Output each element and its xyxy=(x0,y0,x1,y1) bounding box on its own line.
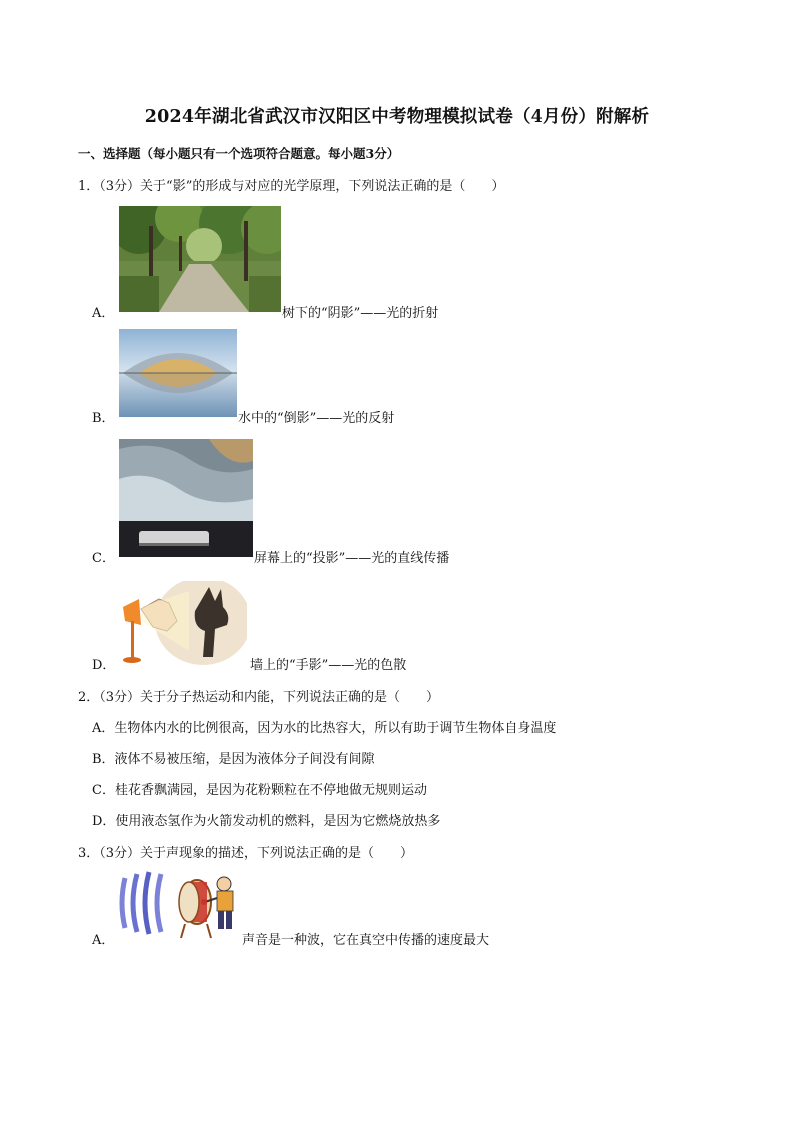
q1-option-b-text: 水中的“倒影”——光的反射 xyxy=(238,411,395,426)
projector-screen-photo xyxy=(119,439,253,557)
water-reflection-photo xyxy=(119,329,237,417)
question-1-stem: 1．（3分）关于“影”的形成与对应的光学原理，下列说法正确的是（ ） xyxy=(78,179,505,194)
q2-option-c: C．桂花香飘满园，是因为花粉颗粒在不停地做无规则运动 xyxy=(92,783,427,798)
q1-option-d-letter: D． xyxy=(92,658,116,673)
q2-option-b: B．液体不易被压缩，是因为液体分子间没有间隙 xyxy=(92,752,375,767)
question-3-stem: 3．（3分）关于声现象的描述，下列说法正确的是（ ） xyxy=(78,846,414,861)
hand-shadow-illustration xyxy=(119,581,247,665)
question-2-stem: 2．（3分）关于分子热运动和内能，下列说法正确的是（ ） xyxy=(78,690,440,705)
q2-option-a: A．生物体内水的比例很高，因为水的比热容大，所以有助于调节生物体自身温度 xyxy=(92,721,557,736)
drum-sound-wave-illustration xyxy=(119,866,241,940)
q1-option-a-letter: A． xyxy=(92,306,115,321)
page-title: 2024年湖北省武汉市汉阳区中考物理模拟试卷（4月份）附解析 xyxy=(144,107,650,127)
q1-option-a-text: 树下的“阴影”——光的折射 xyxy=(282,306,439,321)
q3-option-a-letter: A． xyxy=(92,933,115,948)
q1-option-c-text: 屏幕上的“投影”——光的直线传播 xyxy=(254,551,450,566)
section-heading: 一、选择题（每小题只有一个选项符合题意。每小题3分） xyxy=(78,146,400,161)
q3-option-a-text: 声音是一种波，它在真空中传播的速度最大 xyxy=(242,933,490,948)
tree-shade-photo xyxy=(119,206,281,312)
q1-option-b-letter: B． xyxy=(92,411,115,426)
q1-option-d-text: 墙上的“手影”——光的色散 xyxy=(250,658,407,673)
q1-option-c-letter: C． xyxy=(92,551,115,566)
q2-option-d: D．使用液态氢作为火箭发动机的燃料，是因为它燃烧放热多 xyxy=(92,814,441,829)
